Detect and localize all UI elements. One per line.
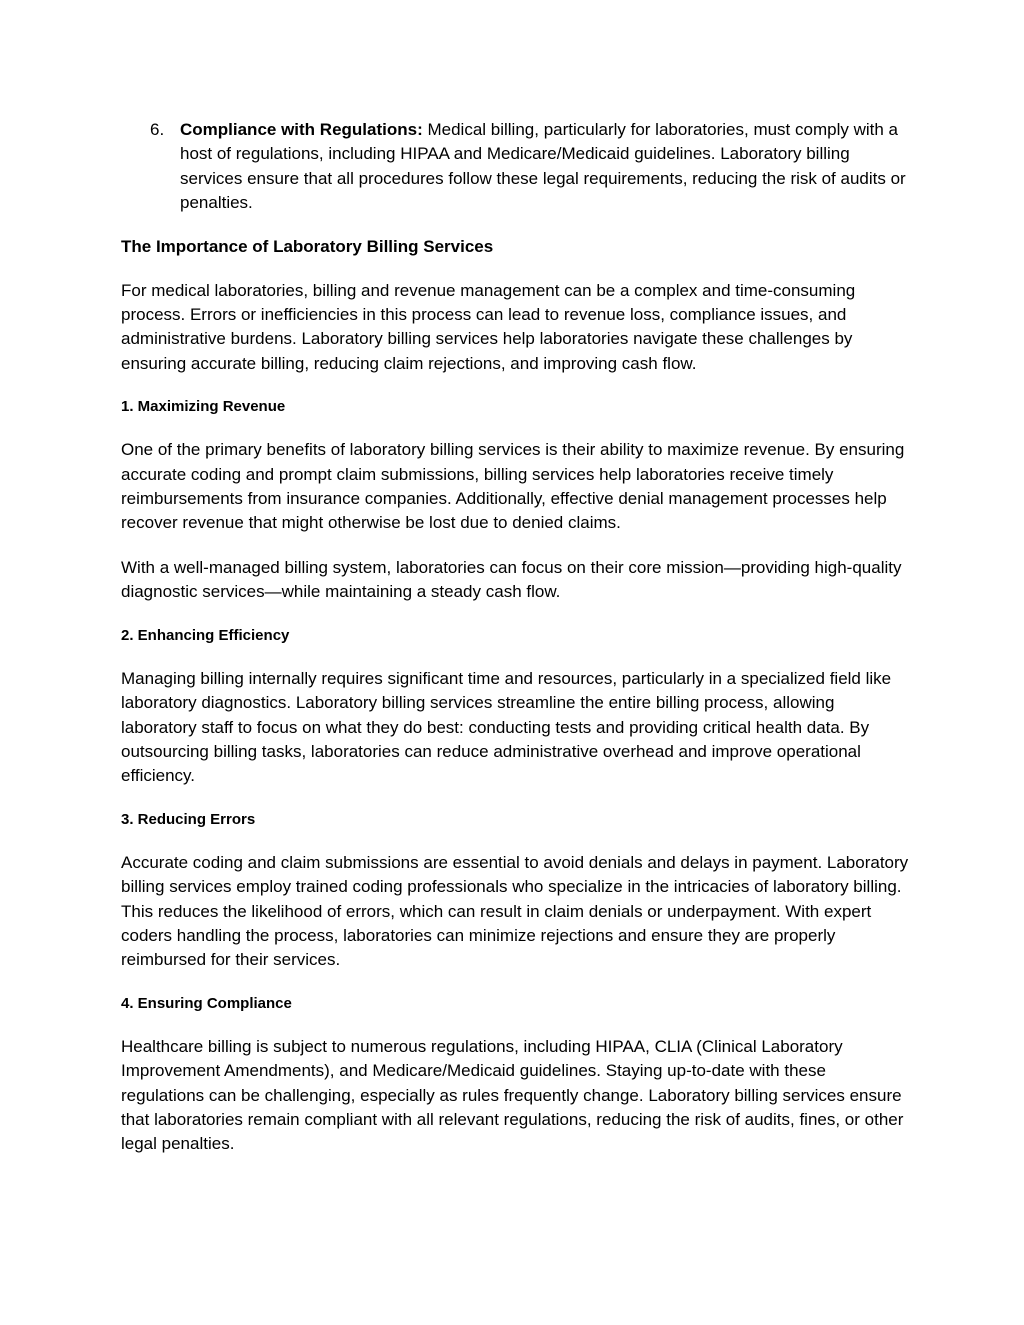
section-intro: For medical laboratories, billing and revenue management can be a complex and time-consuming process. Errors or inefficiencies in this process can lead to revenue loss, compliance issues, and administrative burdens. Laboratory billing services help laboratories navigate these challenges by ensuring accurate billing, reducing claim rejections, and improving cash flow. xyxy=(121,280,856,373)
paragraph-reducing-errors: Accurate coding and claim submissions are essential to avoid denials and delays in payment. Laboratory billing services employ trained coding professionals who specialize in the intricacies of laboratory billing. This reduces the likelihood of errors, which can result in claim denials or underpayment. With expert coders handling the process, laboratories can minimize rejections and ensure they are properly reimbursed for their services. xyxy=(121,852,909,970)
list-number: 6. xyxy=(150,120,165,139)
document-page xyxy=(121,118,911,1177)
subsection-heading-ensuring-compliance: 4. Ensuring Compliance xyxy=(121,994,292,1012)
subsection-heading-reducing-errors: 3. Reducing Errors xyxy=(121,810,256,828)
list-item-body xyxy=(180,118,910,216)
section-heading: The Importance of Laboratory Billing Services xyxy=(121,236,494,256)
list-item-compliance xyxy=(121,118,911,216)
subsection-heading-maximizing-revenue: 1. Maximizing Revenue xyxy=(121,398,286,416)
list-item-text: Medical billing, particularly for laboratories, must comply with a host of regulations, including HIPAA and Medicare/Medicaid guidelines. Laboratory billing services ensure that all procedures follow these legal requirements, reducing the risk of audits or penalties. xyxy=(180,120,906,213)
paragraph-maximizing-revenue-1: One of the primary benefits of laboratory billing services is their ability to maximize revenue. By ensuring accurate coding and prompt claim submissions, billing services help laboratories receive timely reimbursements from insurance companies. Additionally, effective denial management processes help recover revenue that might otherwise be lost due to denied claims. xyxy=(121,440,905,533)
paragraph-maximizing-revenue-2: With a well-managed billing system, laboratories can focus on their core mission—providing high-quality diagnostic services—while maintaining a steady cash flow. xyxy=(121,557,902,602)
paragraph-ensuring-compliance: Healthcare billing is subject to numerous regulations, including HIPAA, CLIA (Clinical Laboratory Improvement Amendments), and Medicare/Medicaid guidelines. Staying up-to-date with these regulations can be challenging, especially as rules frequently change. Laboratory billing services ensure that laboratories remain compliant with all relevant regulations, reducing the risk of audits, fines, or other legal penalties. xyxy=(121,1036,904,1154)
subsection-heading-enhancing-efficiency: 2. Enhancing Efficiency xyxy=(121,626,290,644)
paragraph-enhancing-efficiency: Managing billing internally requires significant time and resources, particularly in a specialized field like laboratory diagnostics. Laboratory billing services streamline the entire billing process, allowing laboratory staff to focus on what they do best: conducting tests and providing critical health data. By outsourcing billing tasks, laboratories can reduce administrative overhead and improve operational efficiency. xyxy=(121,668,892,786)
list-item-term: Compliance with Regulations: xyxy=(180,120,423,139)
